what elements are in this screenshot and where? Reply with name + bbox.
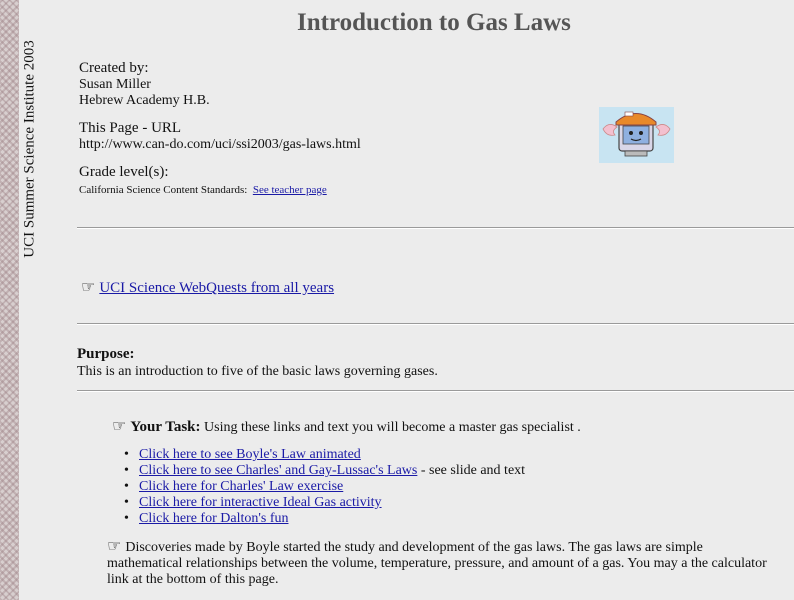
discoveries-paragraph	[107, 538, 769, 588]
computer-mascot-icon	[599, 107, 674, 163]
page-info	[79, 60, 361, 196]
link-suffix: - see slide and text	[417, 463, 526, 478]
list-item	[139, 511, 525, 527]
grade-level-label: Grade level(s):	[79, 164, 169, 180]
activity-links-list	[139, 447, 525, 527]
task-heading: Your Task:	[130, 419, 201, 435]
task-text: Using these links and text you will become a master gas specialist .	[204, 420, 581, 435]
standards-text: California Science Content Standards:	[79, 184, 248, 196]
purpose-heading: Purpose:	[77, 346, 135, 362]
ideal-gas-activity-link[interactable]: Click here for interactive Ideal Gas activity	[139, 495, 382, 510]
divider	[77, 227, 794, 229]
list-item	[139, 447, 525, 463]
pointing-hand-icon: ☞	[107, 536, 122, 555]
page-title: Introduction to Gas Laws	[297, 9, 571, 36]
decorative-border-strip	[0, 0, 19, 600]
page-url: http://www.can-do.com/uci/ssi2003/gas-laws.html	[79, 137, 361, 152]
daltons-fun-link[interactable]: Click here for Dalton's fun	[139, 511, 289, 526]
url-label: This Page - URL	[79, 120, 182, 136]
task-line	[112, 416, 581, 436]
standards-line	[79, 184, 361, 196]
charles-law-exercise-link[interactable]: Click here for Charles' Law exercise	[139, 479, 344, 494]
purpose-section	[77, 346, 438, 380]
pointing-hand-icon: ☞	[81, 277, 96, 296]
school-name: Hebrew Academy H.B.	[79, 93, 210, 108]
divider	[77, 323, 794, 325]
list-item	[139, 479, 525, 495]
purpose-text: This is an introduction to five of the basic laws governing gases.	[77, 364, 438, 379]
boyles-law-link[interactable]: Click here to see Boyle's Law animated	[139, 447, 361, 462]
list-item	[139, 495, 525, 511]
webquests-line	[81, 277, 334, 297]
pointing-hand-icon: ☞	[112, 416, 127, 435]
divider	[77, 390, 794, 392]
discoveries-text: Discoveries made by Boyle started the study and development of the gas laws. The gas laws are simple mathematical relationships between the volume, temperature, pressure, and amount of a gas. You may a the calculator link at the bottom of this page.	[107, 540, 767, 587]
sidebar-vertical-label	[21, 38, 39, 260]
list-item	[139, 463, 525, 479]
author-name: Susan Miller	[79, 77, 151, 92]
created-by-label: Created by:	[79, 60, 149, 76]
webquests-link[interactable]: UCI Science WebQuests from all years	[99, 280, 335, 296]
sidebar-label-text: UCI Summer Science Institute 2003	[21, 40, 38, 258]
teacher-page-link[interactable]: See teacher page	[252, 184, 327, 196]
charles-gay-lussac-link[interactable]: Click here to see Charles' and Gay-Lussac's Laws	[139, 463, 418, 478]
